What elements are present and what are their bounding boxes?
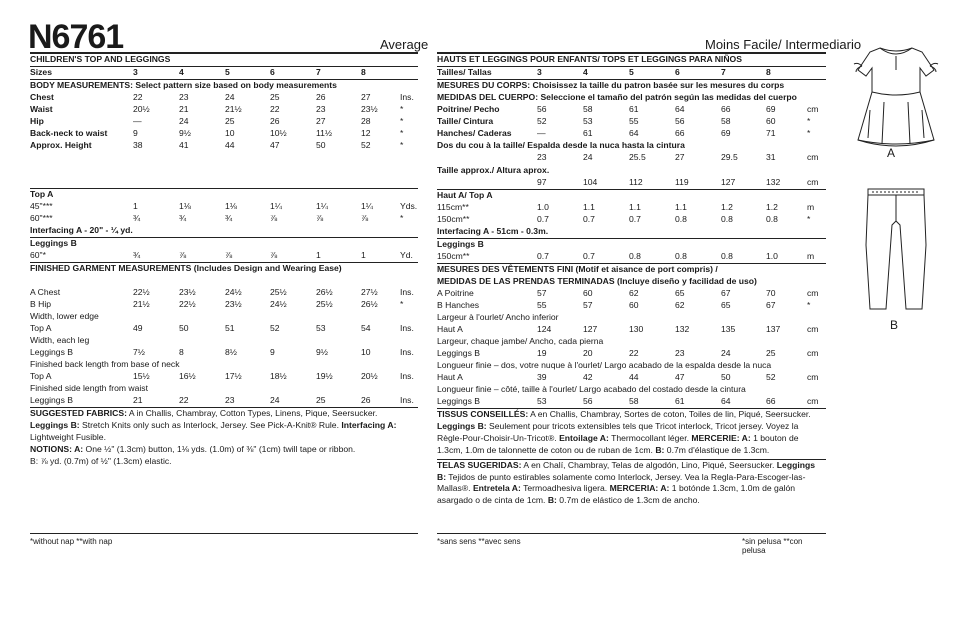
cell-value: 0.7	[537, 251, 549, 261]
cell-value: 124	[537, 324, 552, 334]
cell-value: 127	[583, 324, 598, 334]
cell-value: 55	[629, 116, 639, 126]
table-row	[30, 371, 418, 383]
cell-value: 21	[179, 104, 189, 114]
cell-value: 1.0	[766, 251, 778, 261]
cell-value: 57	[583, 300, 593, 310]
cell-value: 1	[361, 250, 366, 260]
cell-value: 21½	[133, 299, 150, 309]
row-label: 60"***	[30, 213, 53, 223]
row-label: 60"*	[30, 250, 46, 260]
cell-value: 135	[721, 324, 736, 334]
cell-value: 56	[537, 104, 547, 114]
table-row	[437, 372, 826, 384]
cell-value: 53	[583, 116, 593, 126]
cell-value: 66	[721, 104, 731, 114]
french-spanish-measurements-section	[437, 52, 826, 507]
cell-value: 62	[675, 300, 685, 310]
top-a-label: Haut A/ Top A	[437, 190, 493, 200]
cell-value: 25	[270, 92, 280, 102]
cell-value: 62	[629, 288, 639, 298]
row-label: Leggings B	[30, 347, 74, 357]
subheading: Width, each leg	[30, 335, 90, 345]
suggested-fabrics-paragraph: SUGGESTED FABRICS: A in Challis, Chambray, Cotton Types, Linens, Pique, Seersucker. Leggings B: Stretch Knits only such as Interlock, Jersey. See Pick-A-Knit® Rule. Interfacing A: Lightweight Fusible.	[30, 408, 397, 442]
cell-value: 67	[721, 288, 731, 298]
row-label: Leggings B	[437, 348, 481, 358]
cell-value: 58	[721, 116, 731, 126]
cell-value: 1	[133, 201, 138, 211]
cell-value: ¾	[225, 213, 233, 223]
unit: m	[807, 251, 815, 261]
table-row	[30, 104, 418, 116]
table-row	[30, 250, 418, 262]
row-label: Haut A	[437, 324, 463, 334]
unit: *	[400, 116, 404, 126]
cell-value: 65	[675, 288, 685, 298]
cell-value: 25.5	[629, 152, 646, 162]
top-a-label: Top A	[30, 189, 54, 199]
cell-value: 1	[316, 250, 321, 260]
cell-value: 24	[179, 116, 189, 126]
cell-value: 0.8	[629, 251, 641, 261]
cell-value: 56	[583, 396, 593, 406]
cell-value: 27	[361, 92, 371, 102]
cell-value: 1.1	[629, 202, 641, 212]
cell-value: 26	[361, 395, 371, 405]
cell-value: 23	[225, 395, 235, 405]
unit: *	[400, 128, 404, 138]
subheading: Dos du cou à la taille/ Espalda desde la nuca hasta la cintura	[437, 140, 685, 150]
unit: Yds.	[400, 201, 418, 211]
cell-value: 19½	[316, 371, 333, 381]
cell-value: 17½	[225, 371, 242, 381]
cell-value: 20½	[361, 371, 378, 381]
unit: cm	[807, 288, 819, 298]
cell-value: ⅞	[270, 213, 278, 223]
table-row	[437, 152, 826, 164]
unit: Ins.	[400, 323, 414, 333]
cell-value: ⅞	[225, 250, 233, 260]
section-title: HAUTS ET LEGGINGS POUR ENFANTS/ TOPS ET LEGGINGS PARA NIÑOS	[437, 54, 742, 64]
cell-value: 9	[270, 347, 275, 357]
cell-value: 23	[675, 348, 685, 358]
cell-value: 66	[675, 128, 685, 138]
cell-value: 53	[316, 323, 326, 333]
cell-value: 18½	[270, 371, 287, 381]
cell-value: 61	[675, 396, 685, 406]
cell-value: 1.2	[721, 202, 733, 212]
row-label: A Chest	[30, 287, 61, 297]
cell-value: 22½	[133, 287, 150, 297]
top-a-illustration	[850, 40, 942, 160]
cell-value: 67	[766, 300, 776, 310]
table-row	[437, 348, 826, 360]
row-label: Waist	[30, 104, 53, 114]
notions-paragraph: NOTIONS: A: One ½" (1.3cm) button, 1⅛ yds. (1.0m) of ⅜" (1cm) twill tape or ribbon. B: ⅞ yd. (0.7m) of ½" (1.3cm) elastic.	[30, 443, 356, 466]
cell-value: 23½	[179, 287, 196, 297]
unit: Ins.	[400, 395, 414, 405]
cell-value: 23	[537, 152, 547, 162]
unit: *	[807, 214, 811, 224]
table-row	[30, 213, 418, 225]
row-label: B Hip	[30, 299, 52, 309]
cell-value: 22	[270, 104, 280, 114]
cell-value: 0.8	[675, 251, 687, 261]
cell-value: 7½	[133, 347, 145, 357]
cell-value: 23½	[225, 299, 242, 309]
cell-value: 104	[583, 177, 598, 187]
cell-value: 44	[629, 372, 639, 382]
cell-value: 66	[766, 396, 776, 406]
leggings-b-label: Leggings B	[437, 239, 484, 249]
cell-value: 0.7	[537, 214, 549, 224]
unit: cm	[807, 177, 819, 187]
cell-value: 26	[316, 92, 326, 102]
cell-value: 70	[766, 288, 776, 298]
table-row	[30, 287, 418, 299]
cell-value: 51	[225, 323, 235, 333]
row-label: A Poitrine	[437, 288, 474, 298]
cell-value: ¾	[133, 250, 141, 260]
cell-value: ¾	[133, 213, 141, 223]
cell-value: 23	[316, 104, 326, 114]
cell-value: 24	[225, 92, 235, 102]
section-title: CHILDREN'S TOP AND LEGGINGS	[30, 54, 171, 64]
row-label: Taille/ Cintura	[437, 116, 494, 126]
cell-value: 132	[675, 324, 690, 334]
cell-value: 57	[537, 288, 547, 298]
cell-value: 26½	[316, 287, 333, 297]
cell-value: 25½	[270, 287, 287, 297]
cell-value: 41	[179, 140, 189, 150]
subheading: Width, lower edge	[30, 311, 99, 321]
table-row	[30, 201, 418, 213]
cell-value: 53	[537, 396, 547, 406]
unit: *	[807, 116, 811, 126]
sizes-row: Sizes 3 4 5 6 7 8	[30, 67, 366, 77]
difficulty-french-spanish: Moins Facile/ Intermediario	[705, 37, 862, 52]
cell-value: 65	[721, 300, 731, 310]
cell-value: 10	[225, 128, 235, 138]
cell-value: 0.8	[721, 214, 733, 224]
cell-value: 127	[721, 177, 736, 187]
subheading: Largeur à l'ourlet/ Ancho inferior	[437, 312, 559, 322]
cell-value: 130	[629, 324, 644, 334]
row-label: 150cm**	[437, 251, 470, 261]
row-label: Approx. Height	[30, 140, 92, 150]
cell-value: 1⅛	[179, 201, 191, 211]
cell-value: 52	[361, 140, 371, 150]
unit: cm	[807, 324, 819, 334]
leggings-b-label: Leggings B	[30, 238, 77, 248]
cell-value: 1⅛	[225, 201, 237, 211]
cell-value: 8	[179, 347, 184, 357]
cell-value: 21	[133, 395, 143, 405]
cell-value: 26½	[361, 299, 378, 309]
cell-value: 12	[361, 128, 371, 138]
illustration-label-b: B	[890, 318, 899, 332]
cell-value: 1.1	[583, 202, 595, 212]
table-row	[437, 396, 826, 408]
cell-value: 19	[537, 348, 547, 358]
row-label: 45"***	[30, 201, 53, 211]
table-row	[30, 299, 418, 311]
cell-value: 54	[361, 323, 371, 333]
unit: Yd.	[400, 250, 413, 260]
cell-value: 26	[270, 116, 280, 126]
cell-value: 9½	[316, 347, 328, 357]
french-fabrics-paragraph: TISSUS CONSEILLÉS: A en Challis, Chambray, Sortes de coton, Toiles de lin, Piqué, Seersucker. Leggings B: Seulement pour tricots extensibles tels que Tricot interlock, Tricot jersey. Voyez la Règle-Pour-Choisir-Un-Tricot®. Entoilage A: Thermocollant léger. MERCERIE: A: 1 bouton de 1.3cm, 1.0m de talonnette de coton ou de ruban de 1cm. B: 0.7m d'élastique de 1.3cm.	[437, 409, 811, 455]
cell-value: 50	[721, 372, 731, 382]
cell-value: 31	[766, 152, 776, 162]
unit: cm	[807, 104, 819, 114]
cell-value: 20½	[133, 104, 150, 114]
table-row	[437, 202, 826, 214]
cell-value: 25	[766, 348, 776, 358]
unit: *	[400, 213, 404, 223]
cell-value: 1¼	[270, 201, 282, 211]
cell-value: 8½	[225, 347, 237, 357]
row-label: Leggings B	[30, 395, 74, 405]
cell-value: 1.1	[675, 202, 687, 212]
table-row	[437, 300, 826, 312]
table-row	[437, 214, 826, 226]
finished-measurements-heading: FINISHED GARMENT MEASUREMENTS (Includes Design and Wearing Ease)	[30, 263, 342, 273]
unit: Ins.	[400, 347, 414, 357]
difficulty-english: Average	[380, 37, 429, 52]
subheading: Finished side length from waist	[30, 383, 148, 393]
unit: cm	[807, 152, 819, 162]
cell-value: 58	[629, 396, 639, 406]
row-label: Back-neck to waist	[30, 128, 108, 138]
cell-value: 22	[133, 92, 143, 102]
cell-value: 0.7	[583, 251, 595, 261]
table-row	[437, 177, 826, 189]
cell-value: 0.7	[629, 214, 641, 224]
cell-value: 0.8	[766, 214, 778, 224]
footnote-french-spanish: *sans sens **avec sens *sin pelusa **con pelusa	[437, 533, 826, 546]
body-measurements-heading-es: MEDIDAS DEL CUERPO: Seleccione el tamaño del patrón según las medidas del cuerpo	[437, 92, 797, 102]
body-measurements-heading: BODY MEASUREMENTS: Select pattern size based on body measurements	[30, 80, 337, 90]
footnote-english: *without nap **with nap	[30, 533, 418, 546]
unit: cm	[807, 372, 819, 382]
cell-value: ⅞	[316, 213, 324, 223]
cell-value: 64	[675, 104, 685, 114]
cell-value: 0.8	[675, 214, 687, 224]
cell-value: 50	[179, 323, 189, 333]
cell-value: 42	[583, 372, 593, 382]
cell-value: 1¼	[361, 201, 373, 211]
cell-value: 24	[270, 395, 280, 405]
subheading: Longueur finie – côté, taille à l'ourlet/ Largo acabado del costado desde la cintura	[437, 384, 746, 394]
cell-value: 28	[361, 116, 371, 126]
cell-value: 22½	[179, 299, 196, 309]
cell-value: 20	[583, 348, 593, 358]
cell-value: 23	[179, 92, 189, 102]
cell-value: 52	[766, 372, 776, 382]
cell-value: 27	[316, 116, 326, 126]
cell-value: 0.7	[583, 214, 595, 224]
unit: cm	[807, 348, 819, 358]
cell-value: 24	[721, 348, 731, 358]
table-row	[437, 324, 826, 336]
cell-value: 61	[629, 104, 639, 114]
row-label: Top A	[30, 371, 52, 381]
cell-value: 1.0	[537, 202, 549, 212]
unit: cm	[807, 396, 819, 406]
cell-value: 112	[629, 177, 643, 187]
unit: *	[400, 299, 404, 309]
cell-value: 1¼	[316, 201, 328, 211]
cell-value: 47	[675, 372, 685, 382]
table-row	[30, 323, 418, 335]
cell-value: 137	[766, 324, 781, 334]
cell-value: 61	[583, 128, 593, 138]
cell-value: ¾	[179, 213, 187, 223]
subheading: Taille approx./ Altura aprox.	[437, 165, 550, 175]
cell-value: 52	[270, 323, 280, 333]
unit: *	[807, 300, 811, 310]
cell-value: 69	[766, 104, 776, 114]
cell-value: 10½	[270, 128, 287, 138]
cell-value: 60	[583, 288, 593, 298]
english-measurements-section	[30, 52, 418, 468]
cell-value: 23½	[361, 104, 378, 114]
cell-value: 11½	[316, 128, 333, 138]
cell-value: 55	[537, 300, 547, 310]
row-label: Haut A	[437, 372, 463, 382]
cell-value: 9½	[179, 128, 191, 138]
body-measurements-heading-fr: MESURES DU CORPS: Choisissez la taille du patron basée sur les mesures du corps	[437, 80, 785, 90]
cell-value: —	[537, 128, 546, 138]
table-row	[30, 395, 418, 407]
cell-value: 38	[133, 140, 143, 150]
cell-value: 56	[675, 116, 685, 126]
cell-value: 1.2	[766, 202, 778, 212]
cell-value: 71	[766, 128, 776, 138]
cell-value: 0.8	[721, 251, 733, 261]
table-row	[30, 116, 418, 128]
illustration-label-a: A	[887, 146, 896, 160]
cell-value: 69	[721, 128, 731, 138]
row-label: Hanches/ Caderas	[437, 128, 512, 138]
table-row	[437, 104, 826, 116]
finished-measurements-heading-fr: MESURES DES VÊTEMENTS FINI (Motif et aisance de port compris) /	[437, 264, 718, 274]
row-label: Hip	[30, 116, 44, 126]
row-label: Leggings B	[437, 396, 481, 406]
unit: *	[807, 128, 811, 138]
row-label: 150cm**	[437, 214, 470, 224]
cell-value: 27	[675, 152, 685, 162]
cell-value: 15½	[133, 371, 150, 381]
unit: Ins.	[400, 371, 414, 381]
subheading: Finished back length from base of neck	[30, 359, 180, 369]
cell-value: ⅞	[361, 213, 369, 223]
cell-value: 60	[629, 300, 639, 310]
row-label: Chest	[30, 92, 54, 102]
cell-value: 64	[721, 396, 731, 406]
unit: *	[400, 140, 404, 150]
table-row	[437, 251, 826, 263]
cell-value: 9	[133, 128, 138, 138]
cell-value: 25	[316, 395, 326, 405]
row-label: Top A	[30, 323, 52, 333]
cell-value: 27½	[361, 287, 378, 297]
cell-value: 132	[766, 177, 781, 187]
cell-value: 60	[766, 116, 776, 126]
subheading: Longueur finie – dos, votre nuque à l'ourlet/ Largo acabado de la espalda desde la nuca	[437, 360, 772, 370]
cell-value: 64	[629, 128, 639, 138]
table-row	[437, 116, 826, 128]
unit: *	[400, 104, 404, 114]
cell-value: 50	[316, 140, 326, 150]
sizes-row: Tailles/ Tallas 3 4 5 6 7 8	[437, 67, 771, 77]
cell-value: 39	[537, 372, 547, 382]
cell-value: 119	[675, 177, 689, 187]
row-label: B Hanches	[437, 300, 480, 310]
cell-value: 25	[225, 116, 235, 126]
cell-value: —	[133, 116, 142, 126]
unit: Ins.	[400, 92, 414, 102]
cell-value: 97	[537, 177, 547, 187]
subheading: Largeur, chaque jambe/ Ancho, cada pierna	[437, 336, 604, 346]
interfacing-line: Interfacing A - 20" - ¼ yd.	[30, 225, 133, 235]
table-row	[437, 128, 826, 140]
cell-value: ⅞	[270, 250, 278, 260]
unit: m	[807, 202, 815, 212]
table-row	[30, 347, 418, 359]
cell-value: 25½	[316, 299, 333, 309]
cell-value: 58	[583, 104, 593, 114]
table-row	[30, 128, 418, 140]
pattern-number: N6761	[28, 18, 124, 56]
cell-value: 10	[361, 347, 371, 357]
cell-value: 47	[270, 140, 280, 150]
cell-value: 24½	[270, 299, 287, 309]
cell-value: 29.5	[721, 152, 738, 162]
row-label: 115cm**	[437, 202, 469, 212]
cell-value: 52	[537, 116, 547, 126]
table-row	[437, 288, 826, 300]
cell-value: 24	[583, 152, 593, 162]
cell-value: 21½	[225, 104, 242, 114]
spanish-fabrics-paragraph: TELAS SUGERIDAS: A en Chalí, Chambray, Telas de algodón, Lino, Piqué, Seersucker. Leggings B: Tejidos de punto estirables solamente como Interlock, Jersey. Vea la Regla-Para-Escoger-las-Mallas®. Entretela A: Termoadhesiva ligera. MERCERIA: A: 1 botónde 1.3cm, 1.0m de galón asargado o de cinta de 1cm. B: 0.7m de elástico de 1.3cm de ancho.	[437, 459, 815, 506]
unit: Ins.	[400, 287, 414, 297]
cell-value: 22	[629, 348, 639, 358]
table-row	[30, 92, 418, 104]
row-label: Poitrine/ Pecho	[437, 104, 500, 114]
cell-value: 49	[133, 323, 143, 333]
leggings-b-illustration	[860, 185, 932, 315]
cell-value: 16½	[179, 371, 196, 381]
cell-value: 22	[179, 395, 189, 405]
cell-value: ⅞	[179, 250, 187, 260]
cell-value: 44	[225, 140, 235, 150]
cell-value: 24½	[225, 287, 242, 297]
table-row	[30, 140, 418, 152]
interfacing-line: Interfacing A - 51cm - 0.3m.	[437, 226, 549, 236]
finished-measurements-heading-es: MEDIDAS DE LAS PRENDAS TERMINADAS (Incluye diseño y facilidad de uso)	[437, 276, 757, 286]
